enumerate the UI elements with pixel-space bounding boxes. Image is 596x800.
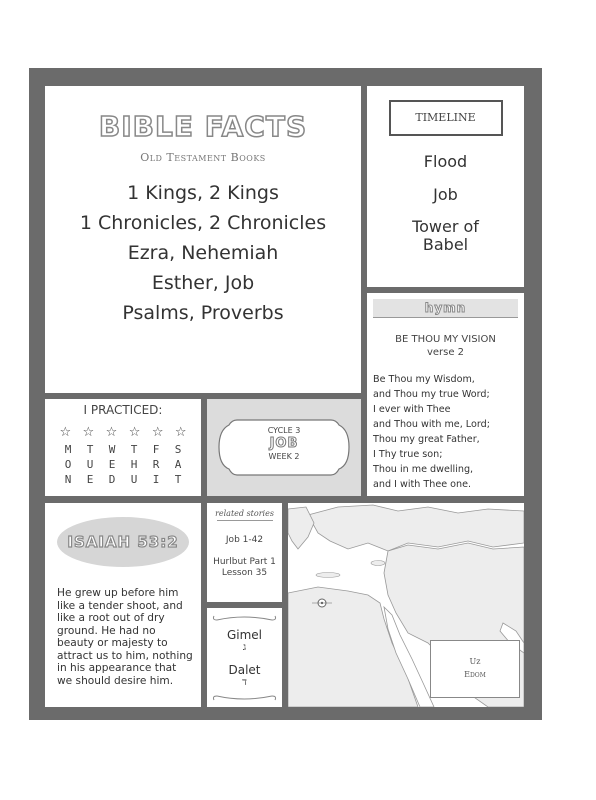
divider — [217, 520, 273, 521]
day-letter: D — [108, 473, 116, 486]
star-icon[interactable]: ☆ — [59, 425, 72, 440]
hymn-line: and Thou with me, Lord; — [373, 419, 490, 430]
cycle-name: JOB — [269, 436, 299, 451]
day-letter: R — [152, 458, 160, 471]
scroll-ornament-bottom — [207, 692, 282, 706]
scripture-panel — [45, 503, 201, 707]
timeline-title: TIMELINE — [415, 111, 476, 124]
scripture-text: He grew up before him like a tender shoot, and like a root out of dry ground. He had no beauty or majesty to attract us to him, nothing in his appearance that we should desire him. — [57, 587, 193, 687]
timeline-item: Flood — [423, 152, 468, 171]
map-panel — [288, 503, 524, 707]
day-letter: T — [130, 443, 138, 456]
practiced-panel — [45, 399, 201, 496]
star-row — [45, 421, 201, 440]
day-letter: S — [174, 443, 182, 456]
hebrew-letter-glyph: ג — [242, 642, 247, 653]
hymn-line: Be Thou my Wisdom, — [373, 374, 475, 385]
hymn-line: and Thou my true Word; — [373, 389, 490, 400]
hymn-verse: verse 2 — [426, 347, 465, 358]
hymn-line: I ever with Thee — [373, 404, 451, 415]
hymn-lyrics — [373, 372, 524, 492]
bible-facts-panel — [45, 86, 361, 393]
hymn-title: BE THOU MY VISION — [395, 334, 496, 345]
cycle-panel — [207, 399, 361, 496]
related-story: Hurlbut Part 1 Lesson 35 — [213, 557, 276, 578]
star-icon[interactable]: ☆ — [82, 425, 95, 440]
day-letter: U — [86, 458, 94, 471]
hymn-line: Thou in me dwelling, — [373, 464, 474, 475]
bible-facts-title: BIBLE FACTS — [98, 110, 308, 143]
hebrew-letters-panel — [207, 608, 282, 707]
star-icon[interactable]: ☆ — [151, 425, 164, 440]
related-stories-panel — [207, 503, 282, 602]
day-grid — [45, 443, 201, 486]
map-label: Uz — [469, 657, 481, 666]
day-letter: W — [108, 443, 116, 456]
hymn-panel — [367, 293, 524, 496]
scroll-ornament-top — [207, 612, 282, 626]
book-item: 1 Kings, 2 Kings — [127, 182, 279, 204]
day-letter: M — [64, 443, 72, 456]
hebrew-letter-glyph: ד — [242, 677, 247, 688]
scripture-reference-oval — [57, 517, 189, 567]
day-letter: E — [86, 473, 94, 486]
day-letter: U — [130, 473, 138, 486]
book-item: Esther, Job — [151, 272, 255, 294]
map-label-box — [430, 640, 520, 698]
timeline-panel — [367, 86, 524, 287]
book-item: Psalms, Proverbs — [122, 302, 284, 324]
scripture-reference: ISAIAH 53:2 — [67, 533, 179, 551]
book-item: Ezra, Nehemiah — [127, 242, 279, 264]
timeline-item: Tower of Babel — [412, 217, 479, 254]
map-label: Edom — [464, 670, 486, 679]
day-letter: H — [130, 458, 138, 471]
day-letter: A — [174, 458, 182, 471]
star-icon[interactable]: ☆ — [105, 425, 118, 440]
day-letter: N — [64, 473, 72, 486]
hymn-line: and I with Thee one. — [373, 479, 472, 490]
day-letter: I — [152, 473, 160, 486]
hymn-banner — [373, 299, 518, 318]
hymn-label: hymn — [424, 301, 467, 315]
cycle-week: WEEK 2 — [268, 452, 300, 461]
book-item: 1 Chronicles, 2 Chronicles — [79, 212, 327, 234]
day-letter: T — [174, 473, 182, 486]
timeline-item: Job — [433, 185, 458, 204]
hymn-line: I Thy true son; — [373, 449, 443, 460]
day-letter: O — [64, 458, 72, 471]
bible-facts-subtitle: Old Testament Books — [140, 151, 266, 164]
related-stories-label: related stories — [215, 509, 274, 518]
star-icon[interactable]: ☆ — [128, 425, 141, 440]
star-icon[interactable]: ☆ — [174, 425, 187, 440]
day-letter: T — [86, 443, 94, 456]
day-letter: E — [108, 458, 116, 471]
related-story: Job 1-42 — [225, 535, 264, 545]
hymn-line: Thou my great Father, — [373, 434, 480, 445]
hebrew-letter-name: Dalet — [228, 663, 261, 677]
cycle-number: CYCLE 3 — [267, 426, 301, 435]
practiced-title: I PRACTICED: — [83, 403, 163, 417]
day-letter: F — [152, 443, 160, 456]
book-list — [45, 178, 361, 328]
hebrew-letter-name: Gimel — [226, 628, 263, 642]
timeline-title-box — [389, 100, 503, 136]
